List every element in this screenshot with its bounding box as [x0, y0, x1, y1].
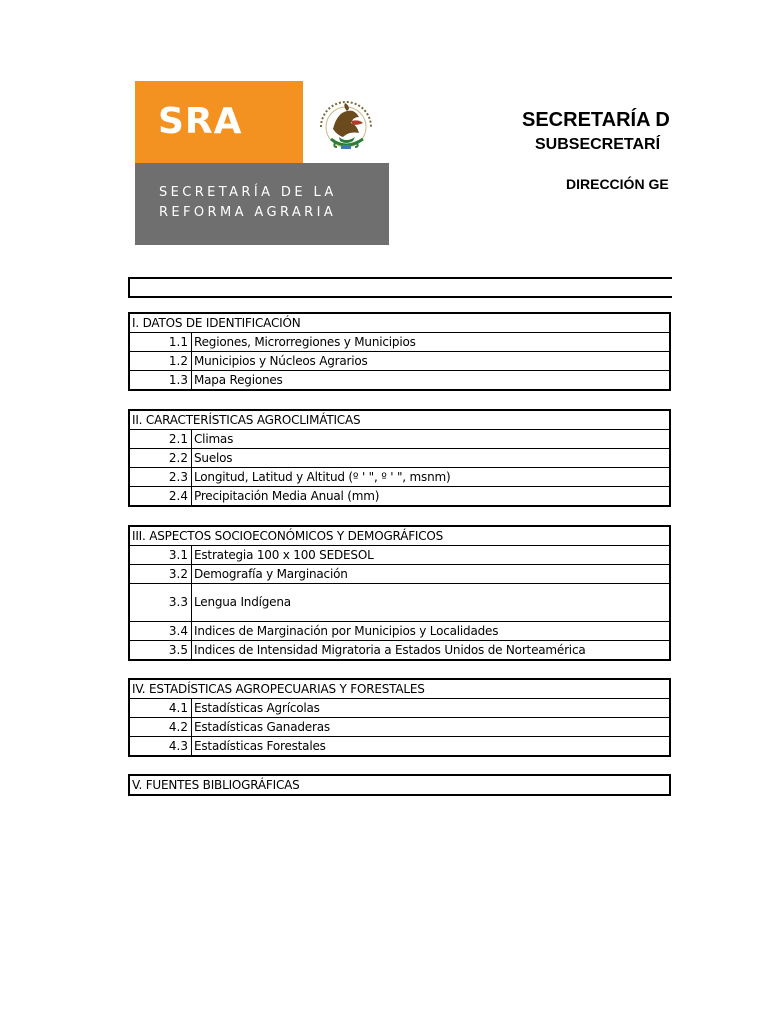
- logo-name-line1: SECRETARÍA DE LA: [159, 185, 337, 200]
- table-row[interactable]: [130, 641, 669, 659]
- table-row[interactable]: [130, 565, 669, 584]
- section-fuentes: [128, 774, 671, 796]
- section-title[interactable]: III. ASPECTOS SOCIOECONÓMICOS Y DEMOGRÁFICOS: [130, 527, 669, 546]
- table-row[interactable]: [130, 546, 669, 565]
- title-box: [128, 277, 672, 298]
- section-identificacion: [128, 312, 671, 391]
- item-label[interactable]: Mapa Regiones: [194, 373, 283, 387]
- item-label[interactable]: Estadísticas Ganaderas: [194, 720, 330, 734]
- section-title[interactable]: V. FUENTES BIBLIOGRÁFICAS: [132, 778, 300, 792]
- item-label[interactable]: Climas: [194, 432, 234, 446]
- item-number: 4.2: [130, 718, 192, 736]
- item-label[interactable]: Precipitación Media Anual (mm): [194, 489, 380, 503]
- item-number: 3.4: [130, 622, 192, 640]
- header-line1: SECRETARÍA D: [522, 109, 670, 131]
- item-number: 2.3: [130, 468, 192, 486]
- section-title[interactable]: II. CARACTERÍSTICAS AGROCLIMÁTICAS: [130, 411, 669, 430]
- table-row[interactable]: [130, 622, 669, 641]
- section-socioeconomicos: [128, 525, 671, 661]
- table-row[interactable]: [130, 468, 669, 487]
- header-line3: DIRECCIÓN GE: [566, 176, 669, 192]
- table-row[interactable]: [130, 737, 669, 755]
- table-row[interactable]: [130, 430, 669, 449]
- logo-name-line2: REFORMA AGRARIA: [159, 205, 337, 220]
- item-label[interactable]: Municipios y Núcleos Agrarios: [194, 354, 368, 368]
- section-title[interactable]: IV. ESTADÍSTICAS AGROPECUARIAS Y FORESTALES: [130, 680, 669, 699]
- table-row[interactable]: [130, 584, 669, 622]
- item-number: 1.2: [130, 352, 192, 370]
- item-number: 1.1: [130, 333, 192, 351]
- item-label[interactable]: Estadísticas Forestales: [194, 739, 326, 753]
- item-label[interactable]: Estadísticas Agrícolas: [194, 701, 320, 715]
- item-label[interactable]: Indices de Intensidad Migratoria a Estados Unidos de Norteamérica: [194, 643, 586, 657]
- item-label[interactable]: Regiones, Microrregiones y Municipios: [194, 335, 416, 349]
- header-line2: SUBSECRETARÍ: [535, 136, 661, 153]
- table-row[interactable]: [130, 487, 669, 505]
- item-number: 3.2: [130, 565, 192, 583]
- item-number: 2.4: [130, 487, 192, 505]
- item-label[interactable]: Suelos: [194, 451, 233, 465]
- table-row[interactable]: [130, 371, 669, 389]
- item-number: 1.3: [130, 371, 192, 389]
- item-label[interactable]: Lengua Indígena: [194, 595, 291, 609]
- section-estadisticas: [128, 678, 671, 757]
- item-label[interactable]: Demografía y Marginación: [194, 567, 348, 581]
- item-number: 2.2: [130, 449, 192, 467]
- item-label[interactable]: Estrategia 100 x 100 SEDESOL: [194, 548, 374, 562]
- item-number: 2.1: [130, 430, 192, 448]
- item-label[interactable]: Longitud, Latitud y Altitud (º ' ", º ' ", msnm): [194, 470, 451, 484]
- item-number: 4.3: [130, 737, 192, 755]
- item-number: 3.3: [130, 584, 192, 621]
- table-row[interactable]: [130, 449, 669, 468]
- item-label[interactable]: Indices de Marginación por Municipios y Localidades: [194, 624, 499, 638]
- item-number: 3.1: [130, 546, 192, 564]
- item-number: 4.1: [130, 699, 192, 717]
- table-row[interactable]: [130, 718, 669, 737]
- section-title[interactable]: I. DATOS DE IDENTIFICACIÓN: [130, 314, 669, 333]
- section-agroclimaticas: [128, 409, 671, 507]
- table-row[interactable]: [130, 333, 669, 352]
- table-row[interactable]: [130, 699, 669, 718]
- item-number: 3.5: [130, 641, 192, 659]
- table-row[interactable]: [130, 352, 669, 371]
- logo-acronym: SRA: [158, 101, 243, 142]
